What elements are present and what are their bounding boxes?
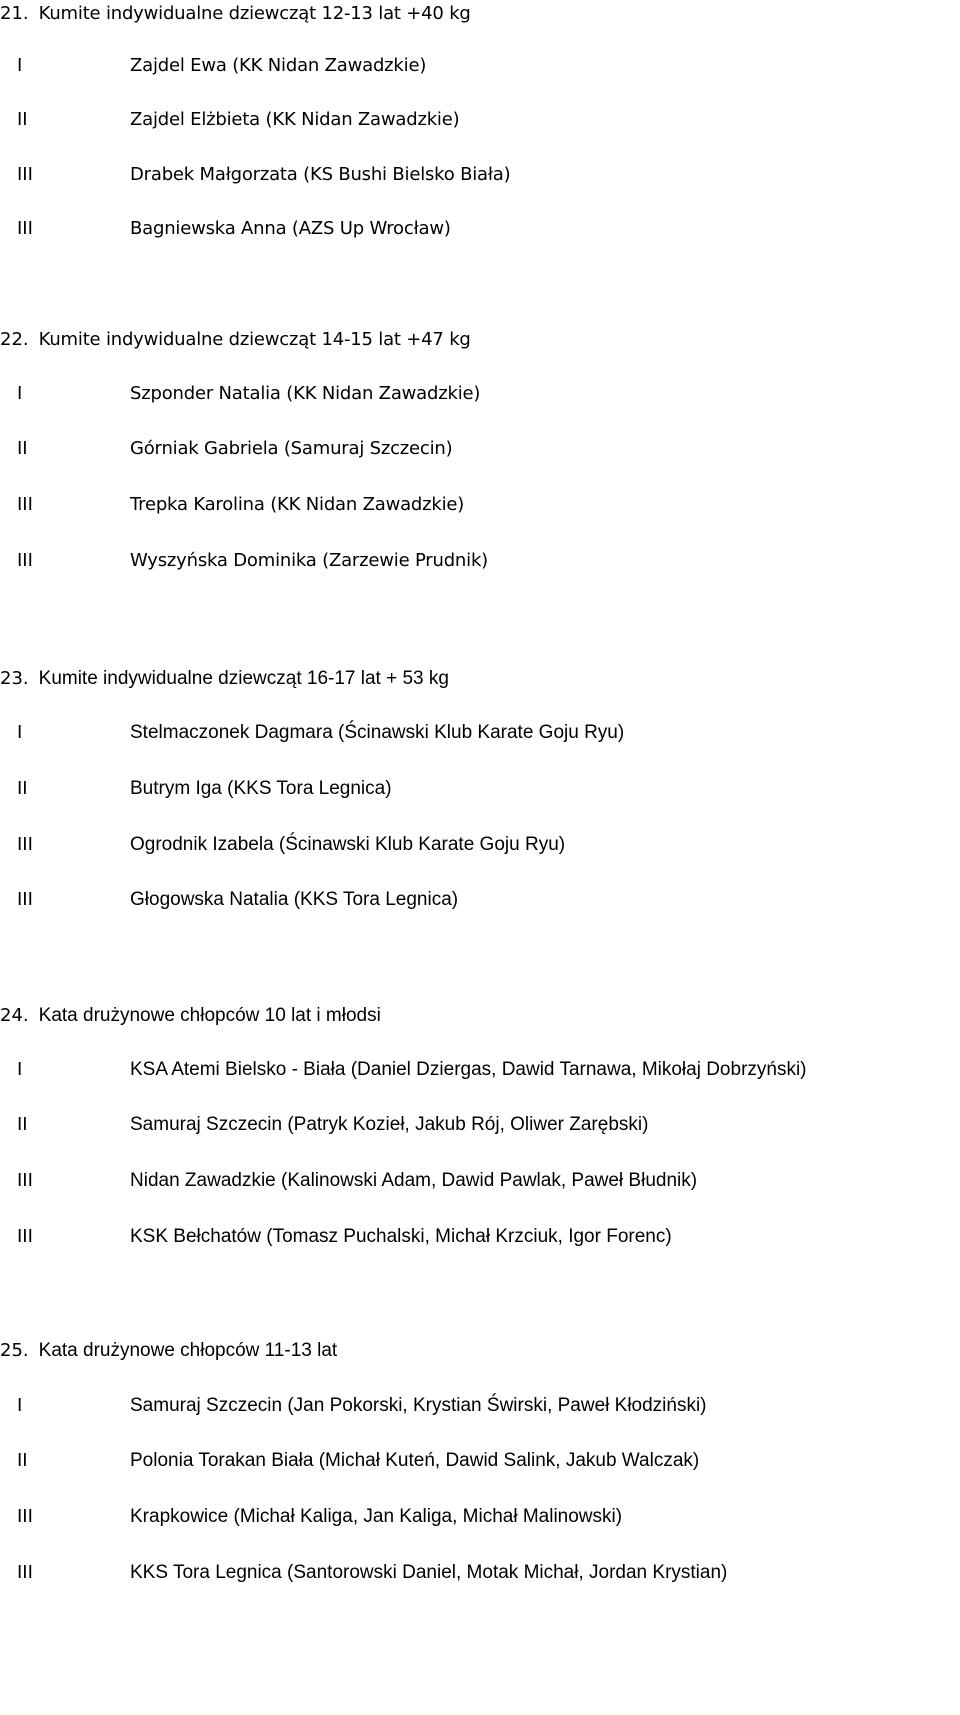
section-title: Kumite indywidualne dziewcząt 12-13 lat +40 kg (38, 3, 471, 24)
competitor-name: Trepka Karolina (KK Nidan Zawadzkie) (130, 494, 465, 515)
place-label: I (17, 383, 23, 404)
place-label: II (17, 438, 28, 459)
competitor-name: Butrym Iga (KKS Tora Legnica) (130, 778, 392, 799)
competitor-name: Samuraj Szczecin (Jan Pokorski, Krystian Świrski, Paweł Kłodziński) (130, 1395, 707, 1416)
section-number: 25. (0, 1340, 29, 1361)
competitor-name: Nidan Zawadzkie (Kalinowski Adam, Dawid Pawlak, Paweł Błudnik) (130, 1170, 698, 1191)
competitor-name: Szponder Natalia (KK Nidan Zawadzkie) (130, 383, 481, 404)
competitor-name: Ogrodnik Izabela (Ścinawski Klub Karate Goju Ryu) (130, 834, 566, 855)
place-label: III (17, 218, 33, 239)
competitor-name: Samuraj Szczecin (Patryk Kozieł, Jakub Rój, Oliwer Zarębski) (130, 1114, 649, 1135)
place-label: I (17, 1395, 23, 1416)
competitor-name: Stelmaczonek Dagmara (Ścinawski Klub Karate Goju Ryu) (130, 722, 625, 743)
place-label: I (17, 722, 23, 743)
place-label: II (17, 109, 28, 130)
place-label: II (17, 778, 28, 799)
section-title: Kumite indywidualne dziewcząt 14-15 lat +47 kg (38, 329, 471, 350)
place-label: III (17, 164, 33, 185)
section-number: 21. (0, 3, 29, 24)
place-label: II (17, 1114, 28, 1135)
place-label: I (17, 55, 23, 76)
section-heading (0, 0, 471, 28)
section-heading (0, 326, 471, 354)
place-label: I (17, 1059, 23, 1080)
competitor-name: KSK Bełchatów (Tomasz Puchalski, Michał Krzciuk, Igor Forenc) (130, 1226, 672, 1247)
section-title: Kata drużynowe chłopców 10 lat i młodsi (38, 1005, 381, 1026)
competitor-name: Polonia Torakan Biała (Michał Kuteń, Dawid Salink, Jakub Walczak) (130, 1450, 700, 1471)
section-heading (0, 665, 449, 693)
place-label: III (17, 1226, 33, 1247)
section-title: Kumite indywidualne dziewcząt 16-17 lat + 53 kg (38, 668, 449, 689)
section-heading (0, 1002, 381, 1030)
section-number: 23. (0, 668, 29, 689)
competitor-name: Bagniewska Anna (AZS Up Wrocław) (130, 218, 451, 239)
competitor-name: KSA Atemi Bielsko - Biała (Daniel Dziergas, Dawid Tarnawa, Mikołaj Dobrzyński) (130, 1059, 807, 1080)
section-number: 24. (0, 1005, 29, 1026)
competitor-name: Zajdel Ewa (KK Nidan Zawadzkie) (130, 55, 427, 76)
place-label: III (17, 1562, 33, 1583)
place-label: III (17, 550, 33, 571)
place-label: II (17, 1450, 28, 1471)
section-heading (0, 1337, 337, 1365)
competitor-name: Drabek Małgorzata (KS Bushi Bielsko Biała) (130, 164, 511, 185)
place-label: III (17, 889, 33, 910)
competitor-name: Wyszyńska Dominika (Zarzewie Prudnik) (130, 550, 488, 571)
place-label: III (17, 1506, 33, 1527)
competitor-name: Krapkowice (Michał Kaliga, Jan Kaliga, Michał Malinowski) (130, 1506, 623, 1527)
place-label: III (17, 494, 33, 515)
section-number: 22. (0, 329, 29, 350)
place-label: III (17, 1170, 33, 1191)
competitor-name: Głogowska Natalia (KKS Tora Legnica) (130, 889, 459, 910)
section-title: Kata drużynowe chłopców 11-13 lat (38, 1340, 338, 1361)
competitor-name: KKS Tora Legnica (Santorowski Daniel, Motak Michał, Jordan Krystian) (130, 1562, 728, 1583)
competitor-name: Zajdel Elżbieta (KK Nidan Zawadzkie) (130, 109, 460, 130)
place-label: III (17, 834, 33, 855)
competitor-name: Górniak Gabriela (Samuraj Szczecin) (130, 438, 453, 459)
